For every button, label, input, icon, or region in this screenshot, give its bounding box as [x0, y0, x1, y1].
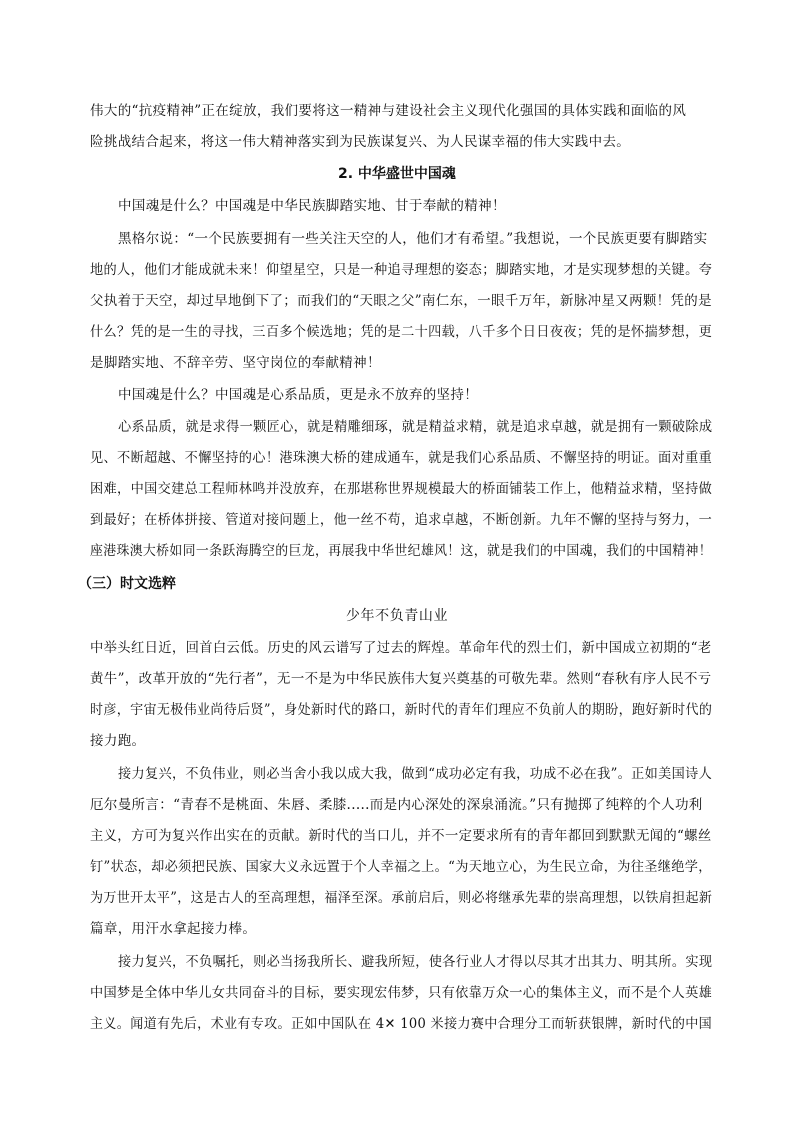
paragraph-line: 地的人，他们才能成就未来！仰望星空，只是一种追寻理想的姿态；脚踏实地，才是实现梦想的关键。夸	[90, 262, 713, 278]
paragraph-line: 接力跑。	[90, 733, 146, 749]
paragraph-line: 接力复兴，不负嘱托，则必当扬我所长、避我所短，使各行业人才得以尽其才出其力、明其所。实现	[118, 954, 713, 970]
paragraph-line: 伟大的“抗疫精神”正在绽放，我们要将这一精神与建设社会主义现代化强国的具体实践和面临的风	[90, 103, 687, 119]
paragraph-line: 困难，中国交建总工程师林鸣并没放弃，在那堪称世界规模最大的桥面铺装工作上，他精益求精，坚持做	[90, 481, 713, 497]
paragraph-line: 险挑战结合起来，将这一伟大精神落实到为民族谋复兴、为人民谋幸福的伟大实践中去。	[90, 134, 631, 150]
paragraph-line: 到最好；在桥体拼接、管道对接问题上，他一丝不苟，追求卓越，不断创新。九年不懈的坚持与努力，一	[90, 512, 713, 528]
paragraph-line: 中举头红日近，回首白云低。历史的风云谱写了过去的辉煌。革命年代的烈士们，新中国成立初期的“老	[90, 640, 712, 656]
paragraph-line: 钉”状态，却必须把民族、国家大义永远置于个人幸福之上。“为天地立心，为生民立命，为往圣继绝学，	[90, 859, 712, 875]
section-heading: 2. 中华盛世中国魂	[338, 166, 456, 182]
paragraph-line: 主义。闻道有先后，术业有专攻。正如中国队在 4✕ 100 米接力赛中合理分工而斩获银牌，新时代的中国	[90, 1016, 713, 1032]
paragraph-line: 主义，方可为复兴作出实在的贡献。新时代的当口儿，并不一定要求所有的青年都回到默默无闻的“螺丝	[90, 828, 712, 844]
paragraph-line: 座港珠澳大桥如同一条跃海腾空的巨龙，再展我中华世纪雄风！这，就是我们的中国魂，我们的中国精神！	[90, 543, 712, 559]
paragraph-line: 心系品质，就是求得一颗匠心，就是精雕细琢，就是精益求精，就是追求卓越，就是拥有一颗破除成	[118, 419, 713, 435]
paragraph-line: 是脚踏实地、不辞辛劳、坚守岗位的奉献精神！	[90, 355, 381, 371]
paragraph-line: 父执着于天空，却过早地倒下了；而我们的“天眼之父”南仁东，一眼千万年，新脉冲星又两颗！凭的是	[90, 293, 712, 309]
paragraph-line: 中国梦是全体中华儿女共同奋斗的目标，要实现宏伟梦，只有依靠万众一心的集体主义，而不是个人英雄	[90, 985, 713, 1001]
paragraph-line: 中国魂是什么？中国魂是中华民族脚踏实地、甘于奉献的精神！	[118, 198, 506, 214]
paragraph-line: 什么？凭的是一生的寻找，三百多个候选地；凭的是二十四载，八千多个日日夜夜；凭的是怀揣梦想，更	[90, 324, 713, 340]
paragraph-line: 厄尔曼所言：“青春不是桃面、朱唇、柔膝.....而是内心深处的深泉涌流。”只有抛掷了纯粹的个人功利	[90, 797, 703, 813]
paragraph-line: 篇章，用汗水拿起接力棒。	[90, 921, 257, 937]
article-title: 少年不负青山业	[345, 608, 449, 624]
paragraph-line: 接力复兴，不负伟业，则必当舍小我以成大我，做到“成功必定有我，功成不必在我”。正如美国诗人	[118, 766, 713, 782]
paragraph-line: 见、不断超越、不懈坚持的心！港珠澳大桥的建成通车，就是我们心系品质、不懈坚持的明证。面对重重	[90, 450, 713, 466]
paragraph-line: 为万世开太平”，这是古人的至高理想，福泽至深。承前启后，则必将继承先辈的崇高理想，以铁肩担起新	[90, 890, 713, 906]
paragraph-line: 中国魂是什么？中国魂是心系品质，更是永不放弃的坚持！	[118, 387, 479, 403]
paragraph-line: 黑格尔说：“一个民族要拥有一些关注天空的人，他们才有希望。”我想说，一个民族更要有脚踏实	[118, 231, 708, 247]
paragraph-line: 黄牛”，改革开放的“先行者”，无一不是为中华民族伟大复兴奠基的可敬先辈。然则“春秋有序人民不亏	[90, 671, 712, 687]
paragraph-line: 时彦，宇宙无极伟业尚待后贤”，身处新时代的路口，新时代的青年们理应不负前人的期盼，跑好新时代的	[90, 702, 713, 718]
section-heading: （三）时文选粹	[78, 576, 176, 592]
